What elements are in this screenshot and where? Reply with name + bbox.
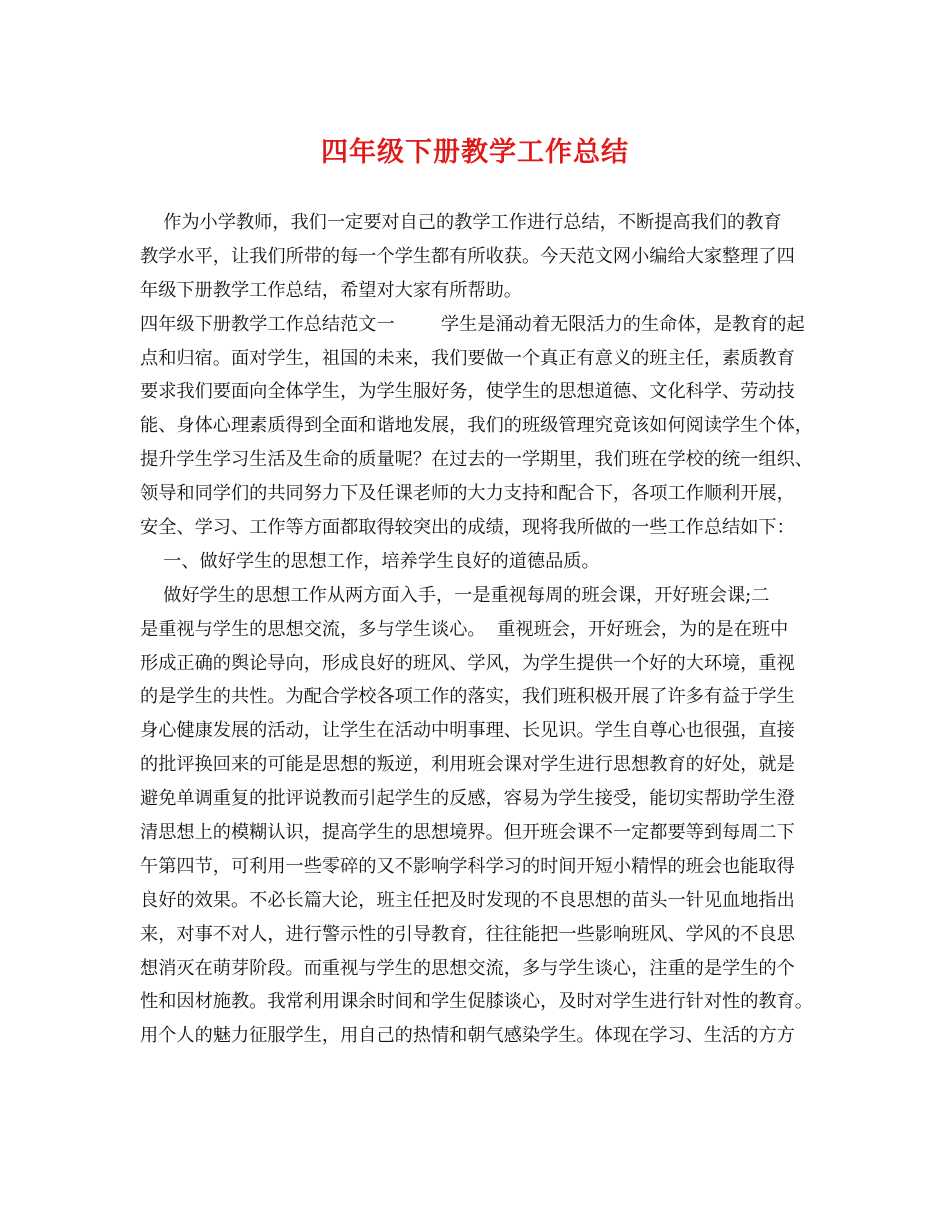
body-line: 避免单调重复的批评说教而引起学生的反感，容易为学生接受，能切实帮助学生澄	[140, 788, 795, 810]
body-line: 形成正确的舆论导向，形成良好的班风、学风，为学生提供一个好的大环境，重视	[140, 652, 795, 674]
body-line: 想消灭在萌芽阶段。而重视与学生的思想交流，多与学生谈心，注重的是学生的个	[140, 957, 795, 979]
document-body	[140, 206, 830, 1053]
body-line: 性和因材施教。我常利用课余时间和学生促膝谈心，及时对学生进行针对性的教育。	[140, 991, 813, 1013]
body-line: 良好的效果。不必长篇大论，班主任把及时发现的不良思想的苗头一针见血地指出	[140, 889, 795, 911]
body-line: 是重视与学生的思想交流，多与学生谈心。 重视班会，开好班会，为的是在班中	[140, 618, 789, 640]
document-title: 四年级下册教学工作总结	[321, 137, 629, 168]
body-line: 提升学生学习生活及生命的质量呢？在过去的一学期里，我们班在学校的统一组织、	[140, 449, 813, 471]
body-line: 能、身体心理素质得到全面和谐地发展，我们的班级管理究竟该如何阅读学生个体，	[140, 415, 813, 437]
body-line: 四年级下册教学工作总结范文一 学生是涌动着无限活力的生命体，是教育的起	[140, 313, 805, 335]
body-line: 领导和同学们的共同努力下及任课老师的大力支持和配合下，各项工作顺利开展，	[140, 483, 795, 505]
body-line: 作为小学教师，我们一定要对自己的教学工作进行总结，不断提高我们的教育	[140, 212, 782, 233]
body-line: 教学水平，让我们所带的每一个学生都有所收获。今天范文网小编给大家整理了四	[140, 245, 795, 267]
body-line: 要求我们要面向全体学生，为学生服好务，使学生的思想道德、文化科学、劳动技	[140, 381, 795, 403]
body-line: 做好学生的思想工作从两方面入手，一是重视每周的班会课，开好班会课;二	[140, 584, 770, 606]
body-line: 点和归宿。面对学生，祖国的未来，我们要做一个真正有意义的班主任，素质教育	[140, 347, 795, 369]
body-line: 来，对事不对人，进行警示性的引导教育，往往能把一些影响班风、学风的不良思	[140, 923, 795, 945]
body-line: 用个人的魅力征服学生，用自己的热情和朝气感染学生。体现在学习、生活的方方	[140, 1025, 795, 1047]
body-line: 午第四节，可利用一些零碎的又不影响学科学习的时间开短小精悍的班会也能取得	[140, 855, 795, 877]
body-line: 年级下册教学工作总结，希望对大家有所帮助。	[140, 279, 522, 301]
body-line: 清思想上的模糊认识，提高学生的思想境界。但开班会课不一定都要等到每周二下	[140, 822, 795, 844]
body-line: 的批评换回来的可能是思想的叛逆，利用班会课对学生进行思想教育的好处，就是	[140, 754, 795, 776]
body-line: 安全、学习、工作等方面都取得较突出的成绩，现将我所做的一些工作总结如下：	[140, 517, 795, 539]
body-line: 的是学生的共性。为配合学校各项工作的落实，我们班积极开展了许多有益于学生	[140, 686, 795, 708]
section-heading: 一、做好学生的思想工作，培养学生良好的道德品质。	[140, 550, 600, 572]
body-line: 身心健康发展的活动，让学生在活动中明事理、长见识。学生自尊心也很强，直接	[140, 720, 795, 742]
